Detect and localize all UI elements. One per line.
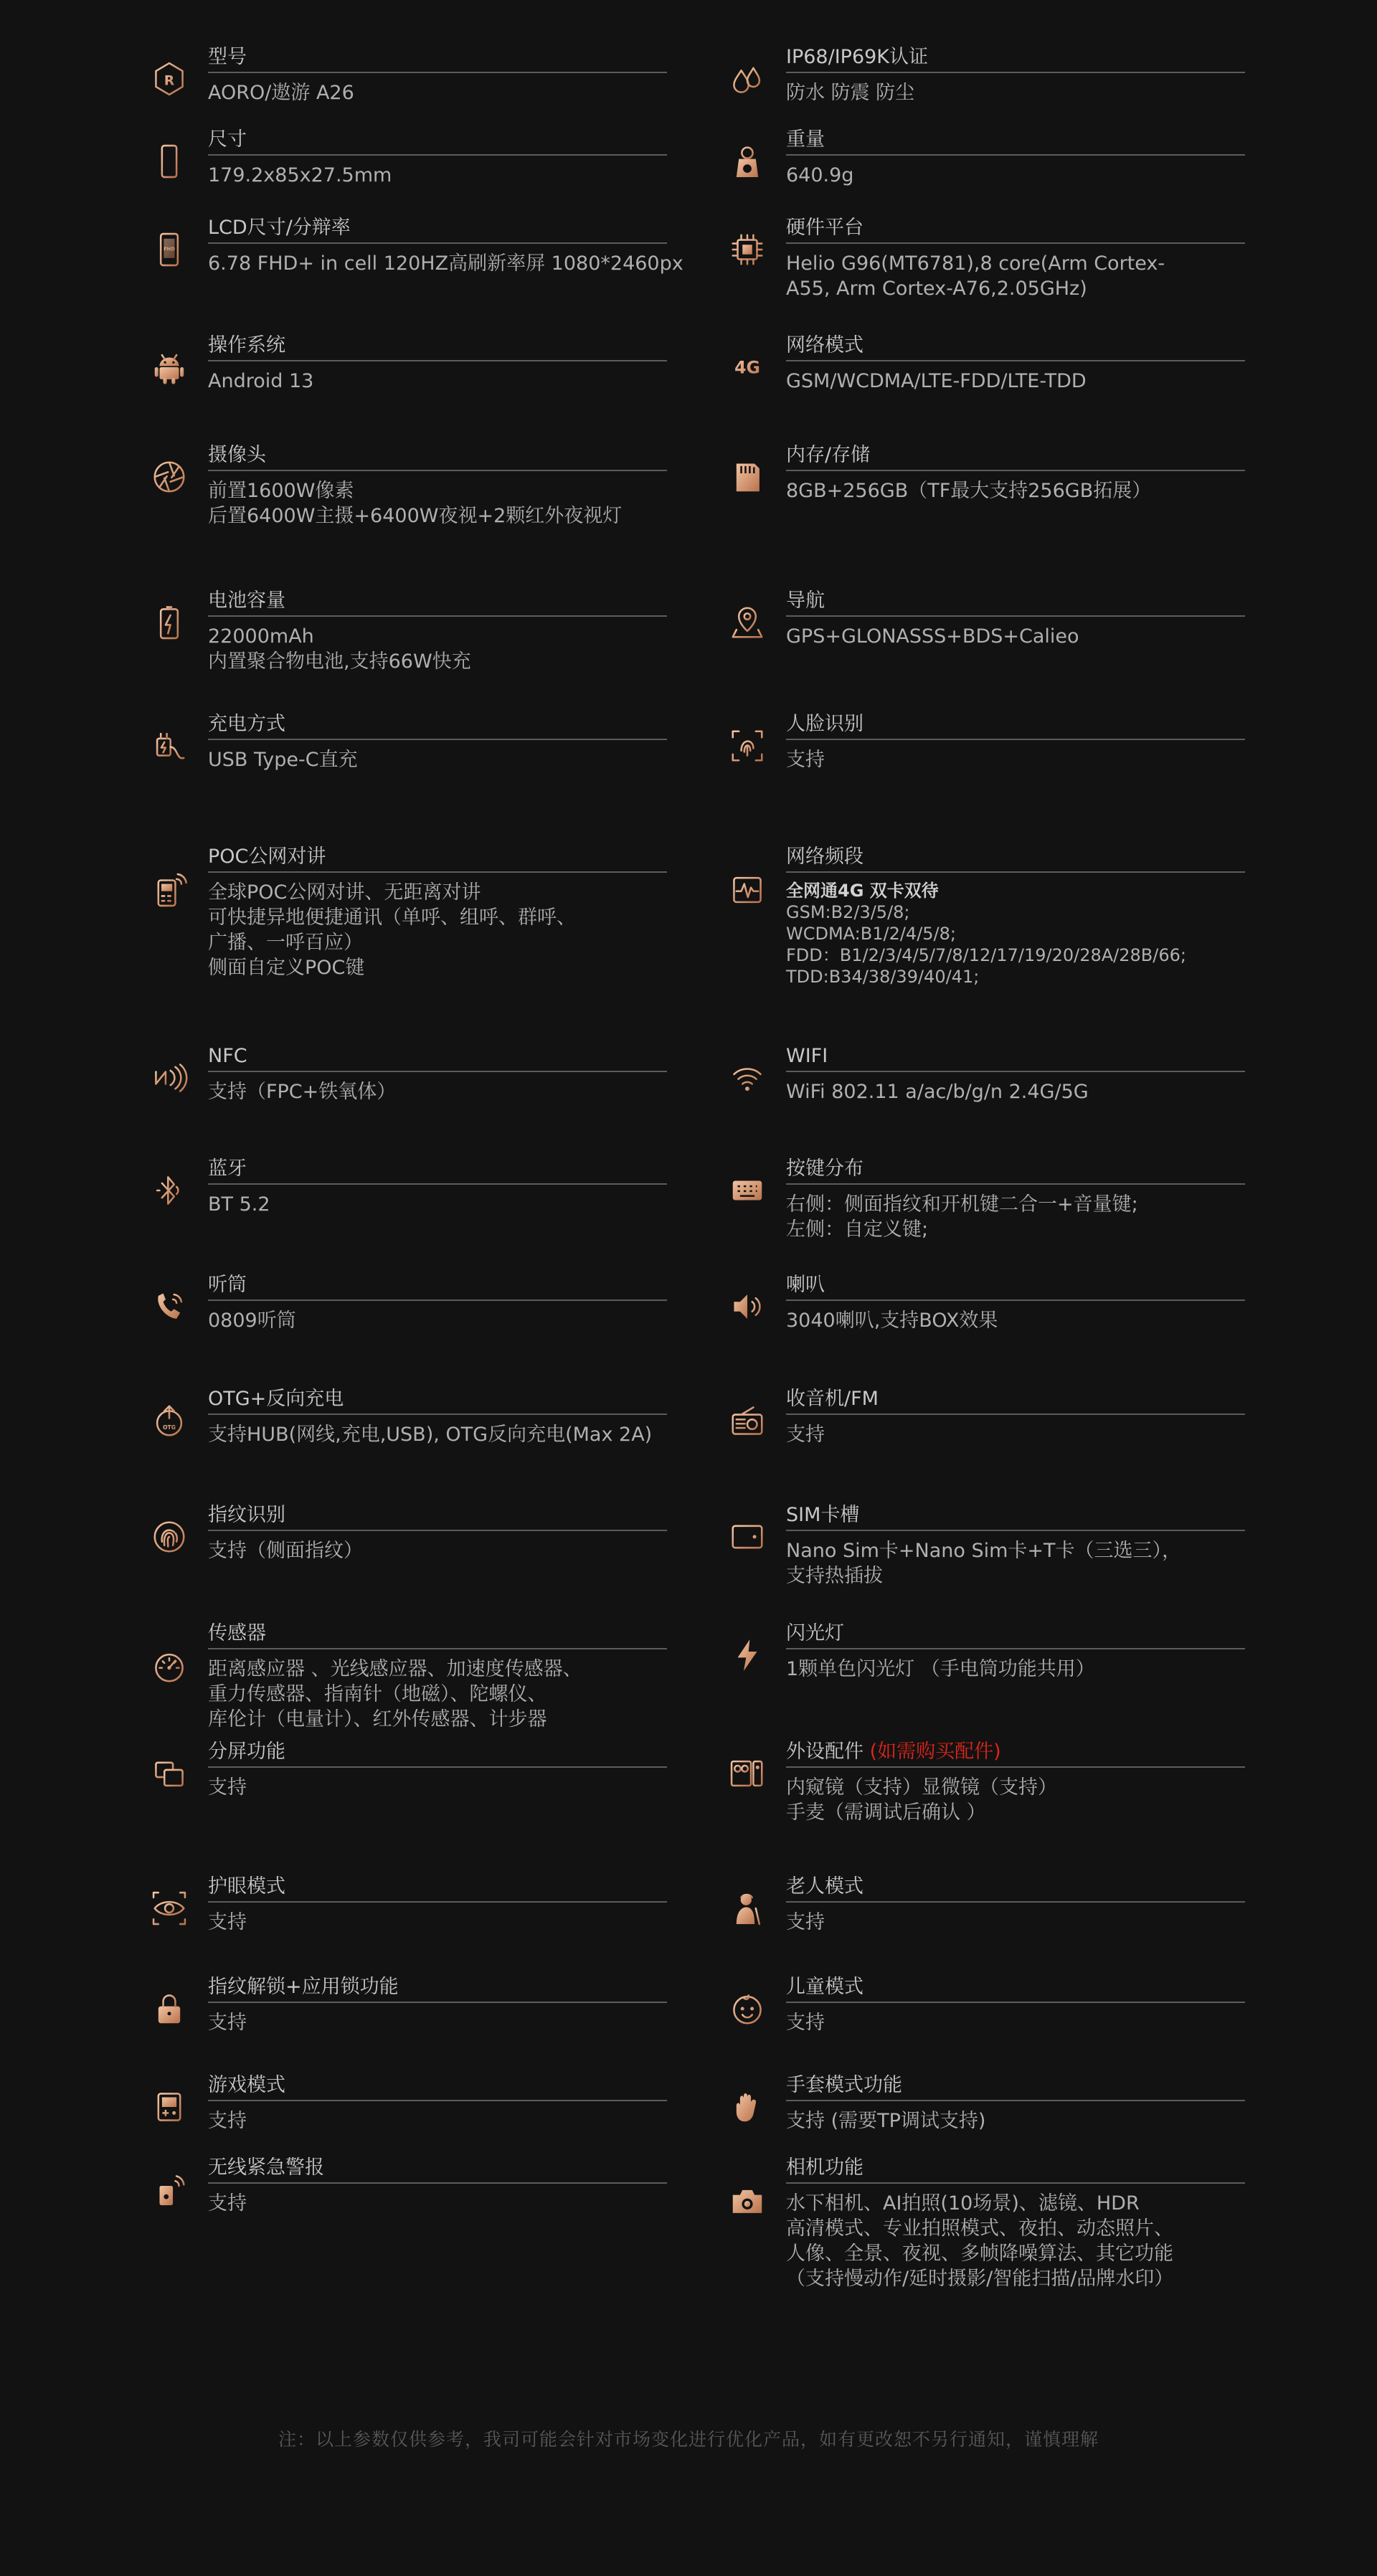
spec-value-line: 右侧：侧面指纹和开机键二合一+音量键;	[786, 1193, 1138, 1216]
bluetooth-icon	[148, 1169, 191, 1212]
memory-card-icon	[726, 455, 769, 498]
spec-value-line: 支持	[208, 2192, 247, 2215]
spec-value-line: 广播、一呼百应）	[208, 932, 363, 954]
spec-label	[786, 442, 1245, 471]
spec-label-text: 网络频段	[786, 846, 863, 868]
spec-label	[786, 588, 1245, 617]
spec-value	[786, 2010, 1245, 2035]
spec-kids-mode	[786, 1974, 1245, 2035]
spec-value	[786, 880, 1245, 988]
spec-face-id	[786, 711, 1245, 772]
spec-value	[208, 369, 667, 394]
keypad-icon	[726, 1169, 769, 1212]
spec-value-line: 支持	[208, 2110, 247, 2132]
spec-label-text: 喇叭	[786, 1274, 825, 1296]
location-pin-icon	[726, 601, 769, 644]
spec-label	[208, 2073, 667, 2101]
spec-bluetooth	[208, 1156, 667, 1217]
spec-value-line: 640.9g	[786, 164, 854, 186]
spec-label	[208, 844, 667, 873]
spec-receiver	[208, 1272, 667, 1333]
spec-label	[786, 333, 1245, 361]
spec-value-line: FDD：B1/2/3/4/5/7/8/12/17/19/20/28A/28B/66;	[786, 945, 1186, 965]
svg-text:4G: 4G	[734, 357, 760, 378]
spec-fingerprint	[208, 1502, 667, 1563]
spec-value-line: 可快捷异地便捷通讯（单呼、组呼、群呼、	[208, 906, 576, 929]
spec-label-text: 型号	[208, 46, 247, 68]
spec-label-text: 手套模式功能	[786, 2074, 902, 2096]
spec-camera	[208, 442, 667, 529]
android-robot-icon	[148, 346, 191, 389]
spec-label-text: 硬件平台	[786, 217, 863, 239]
spec-label	[786, 1874, 1245, 1903]
emergency-alarm-icon	[148, 2168, 191, 2211]
otg-icon	[148, 1399, 191, 1442]
spec-value-line: 支持（FPC+铁氧体）	[208, 1081, 397, 1103]
disclaimer-footnote: 注：以上参数仅供参考，我司可能会针对市场变化进行优化产品，如有更改恕不另行通知，谨慎理解	[278, 2429, 1099, 2450]
spec-value-line: 支持HUB(网线,充电,USB), OTG反向充电(Max 2A)	[208, 1424, 653, 1446]
phone-outline-icon	[148, 140, 191, 183]
spec-weight	[786, 127, 1245, 188]
game-console-icon	[148, 2085, 191, 2128]
spec-value-line: A55, Arm Cortex-A76,2.05GHz)	[786, 278, 1087, 300]
phone-handset-icon	[148, 1285, 191, 1328]
spec-value	[208, 1079, 667, 1104]
spec-label-text: 指纹识别	[208, 1504, 285, 1526]
child-face-icon	[726, 1987, 769, 2030]
spec-label-text: 分屏功能	[208, 1741, 285, 1763]
spec-value	[208, 624, 667, 674]
spec-value-line: WiFi 802.11 a/ac/b/g/n 2.4G/5G	[786, 1081, 1089, 1103]
spec-value	[208, 1422, 667, 1447]
spec-label-text: 游戏模式	[208, 2074, 285, 2096]
speaker-icon	[726, 1285, 769, 1328]
spec-value-line: 支持	[786, 1911, 825, 1933]
spec-value	[786, 1422, 1245, 1447]
spec-label-text: 听筒	[208, 1274, 247, 1296]
spec-label	[208, 2155, 667, 2184]
spec-value	[208, 251, 683, 276]
spec-value	[786, 1775, 1245, 1825]
spec-value-line: GPS+GLONASSS+BDS+Calieo	[786, 625, 1079, 648]
spec-value-line: 前置1600W像素	[208, 480, 354, 502]
charging-plug-icon	[148, 724, 191, 767]
phone-screen-icon	[148, 228, 191, 271]
spec-value	[208, 2108, 667, 2134]
spec-label-text: 电池容量	[208, 589, 285, 612]
spec-value-line: 内窥镜（支持）显微镜（支持）	[786, 1776, 1057, 1799]
split-windows-icon	[148, 1752, 191, 1795]
glove-hand-icon	[726, 2085, 769, 2128]
spec-value	[786, 1079, 1245, 1104]
spec-label	[786, 844, 1245, 873]
spec-label-text: 操作系统	[208, 334, 285, 356]
spec-label-text: 闪光灯	[786, 1622, 844, 1644]
spec-value	[208, 2010, 667, 2035]
spec-value	[208, 163, 667, 188]
spec-label	[786, 1974, 1245, 2003]
spec-label-text: 重量	[786, 128, 825, 151]
spec-label-text: 人脸识别	[786, 713, 863, 735]
spec-value-line: 179.2x85x27.5mm	[208, 164, 392, 186]
spec-label	[208, 127, 667, 156]
spec-poc	[208, 844, 667, 980]
spec-split-screen	[208, 1739, 667, 1800]
spec-value-line: 侧面自定义POC键	[208, 957, 365, 979]
svg-text:OTG: OTG	[163, 1424, 176, 1431]
spec-value	[208, 478, 667, 529]
spec-value-line: GSM:B2/3/5/8;	[786, 902, 910, 922]
spec-value-line: 手麦（需调试后确认 ）	[786, 1801, 986, 1824]
spec-value	[208, 1657, 667, 1732]
spec-value-line: 支持	[786, 2012, 825, 2034]
spec-value	[208, 1775, 667, 1800]
4g-icon	[726, 346, 769, 389]
spec-label-text: NFC	[208, 1045, 247, 1067]
spec-value-line: 8GB+256GB（TF最大支持256GB拓展）	[786, 480, 1152, 502]
spec-value	[208, 1308, 667, 1333]
spec-value	[208, 2191, 667, 2216]
walkie-talkie-phone-icon	[148, 868, 191, 911]
spec-label	[208, 588, 667, 617]
spec-display	[164, 215, 683, 276]
spec-value-line: GSM/WCDMA/LTE-FDD/LTE-TDD	[786, 370, 1087, 392]
spec-value	[786, 251, 1245, 301]
spec-value	[786, 1910, 1245, 1935]
spec-elder-mode	[786, 1874, 1245, 1935]
svg-text:R: R	[164, 73, 175, 89]
fingerprint-icon	[148, 1515, 191, 1558]
spec-value-line: 全球POC公网对讲、无距离对讲	[208, 881, 481, 904]
spec-wifi	[786, 1043, 1245, 1104]
spec-otg	[163, 1386, 667, 1447]
gauge-icon	[148, 1645, 191, 1688]
spec-value-line: 支持	[208, 2012, 247, 2034]
spec-charging	[208, 711, 667, 772]
spec-value	[786, 2108, 1245, 2134]
spec-value-line: BT 5.2	[208, 1193, 270, 1216]
spec-value-line: Helio G96(MT6781),8 core(Arm Cortex-	[786, 252, 1165, 275]
spec-label-text: 内存/存储	[786, 444, 871, 466]
spec-label-text: 蓝牙	[208, 1157, 247, 1180]
spec-value-line: 内置聚合物电池,支持66W快充	[208, 650, 471, 673]
spec-value	[786, 478, 1245, 503]
spec-label	[786, 127, 1245, 156]
spec-value	[786, 747, 1245, 772]
spec-label	[786, 711, 1245, 740]
spec-flash	[786, 1621, 1245, 1682]
spec-os	[208, 333, 667, 394]
lightning-icon	[726, 1634, 769, 1677]
svg-text:FHD: FHD	[164, 246, 175, 252]
spec-value	[208, 747, 667, 772]
spec-label-text: POC公网对讲	[208, 846, 326, 868]
spec-label-text: 无线紧急警报	[208, 2156, 324, 2179]
spec-value	[786, 624, 1245, 649]
spec-glove-mode	[786, 2073, 1245, 2134]
sim-tray-icon	[726, 1515, 769, 1558]
spec-value-line: 22000mAh	[208, 625, 314, 648]
spec-value-line: 3040喇叭,支持BOX效果	[786, 1310, 998, 1332]
accessory-devices-icon	[726, 1752, 769, 1795]
spec-value-line: 0809听筒	[208, 1310, 296, 1332]
spec-value-line: 支持（侧面指纹）	[208, 1540, 363, 1562]
battery-icon	[148, 601, 191, 644]
spec-label	[786, 1502, 1245, 1531]
spec-label	[208, 215, 667, 244]
spec-battery	[208, 588, 667, 674]
spec-network-mode	[734, 333, 1245, 394]
spec-label	[208, 44, 667, 73]
spec-value	[208, 80, 667, 105]
spec-value	[786, 2191, 1245, 2291]
spec-label-text: SIM卡槽	[786, 1504, 860, 1526]
spec-label	[208, 333, 667, 361]
spec-value	[786, 80, 1245, 105]
spec-label	[208, 1874, 667, 1903]
spec-label-text: 摄像头	[208, 444, 266, 466]
padlock-icon	[148, 1987, 191, 2030]
spec-label-text: 收音机/FM	[786, 1388, 879, 1410]
spec-sos	[208, 2155, 667, 2216]
spec-value-line: Android 13	[208, 370, 314, 392]
spec-model	[164, 44, 667, 105]
eye-care-icon	[148, 1887, 191, 1930]
spec-label	[786, 1386, 1245, 1415]
spec-label	[786, 2073, 1245, 2101]
spec-value	[786, 369, 1245, 394]
spec-value-line: 后置6400W主摄+6400W夜视+2颗红外夜视灯	[208, 505, 623, 527]
spec-buttons	[786, 1156, 1245, 1242]
spec-label-text: 网络模式	[786, 334, 863, 356]
spec-sensors	[208, 1621, 667, 1732]
spec-label	[208, 442, 667, 471]
spec-label-text: 护眼模式	[208, 1875, 285, 1898]
spec-storage	[786, 442, 1245, 503]
spec-value-line: 支持	[786, 749, 825, 771]
spec-platform	[786, 215, 1245, 301]
nfc-icon	[148, 1056, 191, 1099]
spec-value-line: 全网通4G 双卡双待	[786, 881, 939, 901]
spec-value	[208, 1910, 667, 1935]
spec-label	[786, 1272, 1245, 1301]
spec-accessories	[786, 1739, 1245, 1825]
camera-icon	[726, 2179, 769, 2222]
spec-value	[786, 1192, 1245, 1242]
spec-label	[208, 1502, 667, 1531]
spec-value-line: WCDMA:B1/2/4/5/8;	[786, 924, 956, 944]
spec-value-line: 左侧：自定义键;	[786, 1218, 929, 1241]
spec-label	[208, 1043, 667, 1072]
spec-value-line: TDD:B34/38/39/40/41;	[786, 967, 980, 987]
spec-label-text: 尺寸	[208, 128, 247, 151]
spec-label-text: 相机功能	[786, 2156, 863, 2179]
spec-label-text: LCD尺寸/分辩率	[208, 217, 351, 239]
spec-value	[208, 1192, 667, 1217]
spec-radio	[786, 1386, 1245, 1447]
brand-logo-icon	[148, 57, 191, 100]
spec-size	[208, 127, 667, 188]
spec-value-line: AORO/遨游 A26	[208, 82, 354, 104]
spec-value-line: USB Type-C直充	[208, 749, 358, 771]
spec-value-line: （支持慢动作/延时摄影/智能扫描/品牌水印）	[786, 2268, 1174, 2290]
spec-label-text: WIFI	[786, 1045, 828, 1067]
cpu-chip-icon	[726, 228, 769, 271]
spec-value-line: 支持热插拔	[786, 1565, 883, 1587]
spec-camera-features	[786, 2155, 1245, 2291]
spec-value	[786, 163, 1245, 188]
elder-person-icon	[726, 1887, 769, 1930]
spec-label	[208, 1272, 667, 1301]
spec-value-line: 1颗单色闪光灯 （手电筒功能共用）	[786, 1658, 1095, 1680]
wifi-icon	[726, 1056, 769, 1099]
signal-wave-icon	[726, 868, 769, 911]
radio-icon	[726, 1399, 769, 1442]
spec-label	[208, 1974, 667, 2003]
spec-label-text: 传感器	[208, 1622, 266, 1644]
spec-value-line: 支持 (需要TP调试支持)	[786, 2110, 986, 2132]
spec-label-text: 导航	[786, 589, 825, 612]
spec-bands	[786, 844, 1245, 988]
spec-label-note: (如需购买配件)	[869, 1741, 1001, 1763]
spec-label	[786, 2155, 1245, 2184]
spec-value-line: 水下相机、AI拍照(10场景)、滤镜、HDR	[786, 2192, 1140, 2215]
water-drops-icon	[726, 57, 769, 100]
spec-value-line: 支持	[786, 1424, 825, 1446]
spec-value-line: 支持	[208, 1911, 247, 1933]
spec-label	[786, 215, 1245, 244]
spec-value-line: Nano Sim卡+Nano Sim卡+T卡（三选三），	[786, 1540, 1182, 1562]
spec-label	[208, 1621, 667, 1649]
spec-label-text: IP68/IP69K认证	[786, 46, 929, 68]
camera-aperture-icon	[148, 455, 191, 498]
spec-label-text: 儿童模式	[786, 1976, 863, 1998]
spec-label-text: 外设配件	[786, 1741, 863, 1763]
spec-value-line: 支持	[208, 1776, 247, 1799]
spec-value-line: 重力传感器、指南针（地磁）、陀螺仪、	[208, 1683, 547, 1705]
spec-label	[208, 711, 667, 740]
spec-value-line: 距离感应器 、光线感应器、加速度传感器、	[208, 1658, 582, 1680]
spec-label	[786, 1156, 1245, 1185]
spec-label	[786, 1621, 1245, 1649]
spec-value-line: 人像、全景、夜视、多帧降噪算法、其它功能	[786, 2243, 1173, 2265]
scale-weight-icon	[726, 140, 769, 183]
spec-value-line: 库伦计（电量计）、红外传感器、计步器	[208, 1708, 547, 1730]
spec-label-text: 老人模式	[786, 1875, 863, 1898]
spec-value-line: 防水 防震 防尘	[786, 82, 915, 104]
spec-navigation	[786, 588, 1245, 649]
spec-value	[786, 1657, 1245, 1682]
spec-label	[786, 1043, 1245, 1072]
spec-label-text: 充电方式	[208, 713, 285, 735]
spec-value	[786, 1308, 1245, 1333]
spec-nfc	[208, 1043, 667, 1104]
spec-label	[208, 1386, 667, 1415]
spec-value-line: 6.78 FHD+ in cell 120HZ高刷新率屏 1080*2460px	[208, 252, 683, 275]
spec-label	[208, 1739, 667, 1768]
spec-eye-care	[208, 1874, 667, 1935]
spec-game-mode	[208, 2073, 667, 2134]
spec-sim	[786, 1502, 1245, 1588]
spec-label-text: OTG+反向充电	[208, 1388, 344, 1410]
face-scan-icon	[726, 724, 769, 767]
spec-label	[208, 1156, 667, 1185]
spec-app-lock	[208, 1974, 667, 2035]
spec-label-text: 指纹解锁+应用锁功能	[208, 1976, 399, 1998]
spec-ip-rating	[786, 44, 1245, 105]
spec-speaker	[786, 1272, 1245, 1333]
spec-value	[786, 1538, 1245, 1588]
spec-label	[786, 44, 1245, 73]
spec-label-text: 按键分布	[786, 1157, 863, 1180]
spec-label	[786, 1739, 1245, 1768]
spec-value-line: 高清模式、专业拍照模式、夜拍、动态照片、	[786, 2217, 1173, 2240]
spec-value	[208, 880, 667, 980]
spec-value	[208, 1538, 667, 1563]
